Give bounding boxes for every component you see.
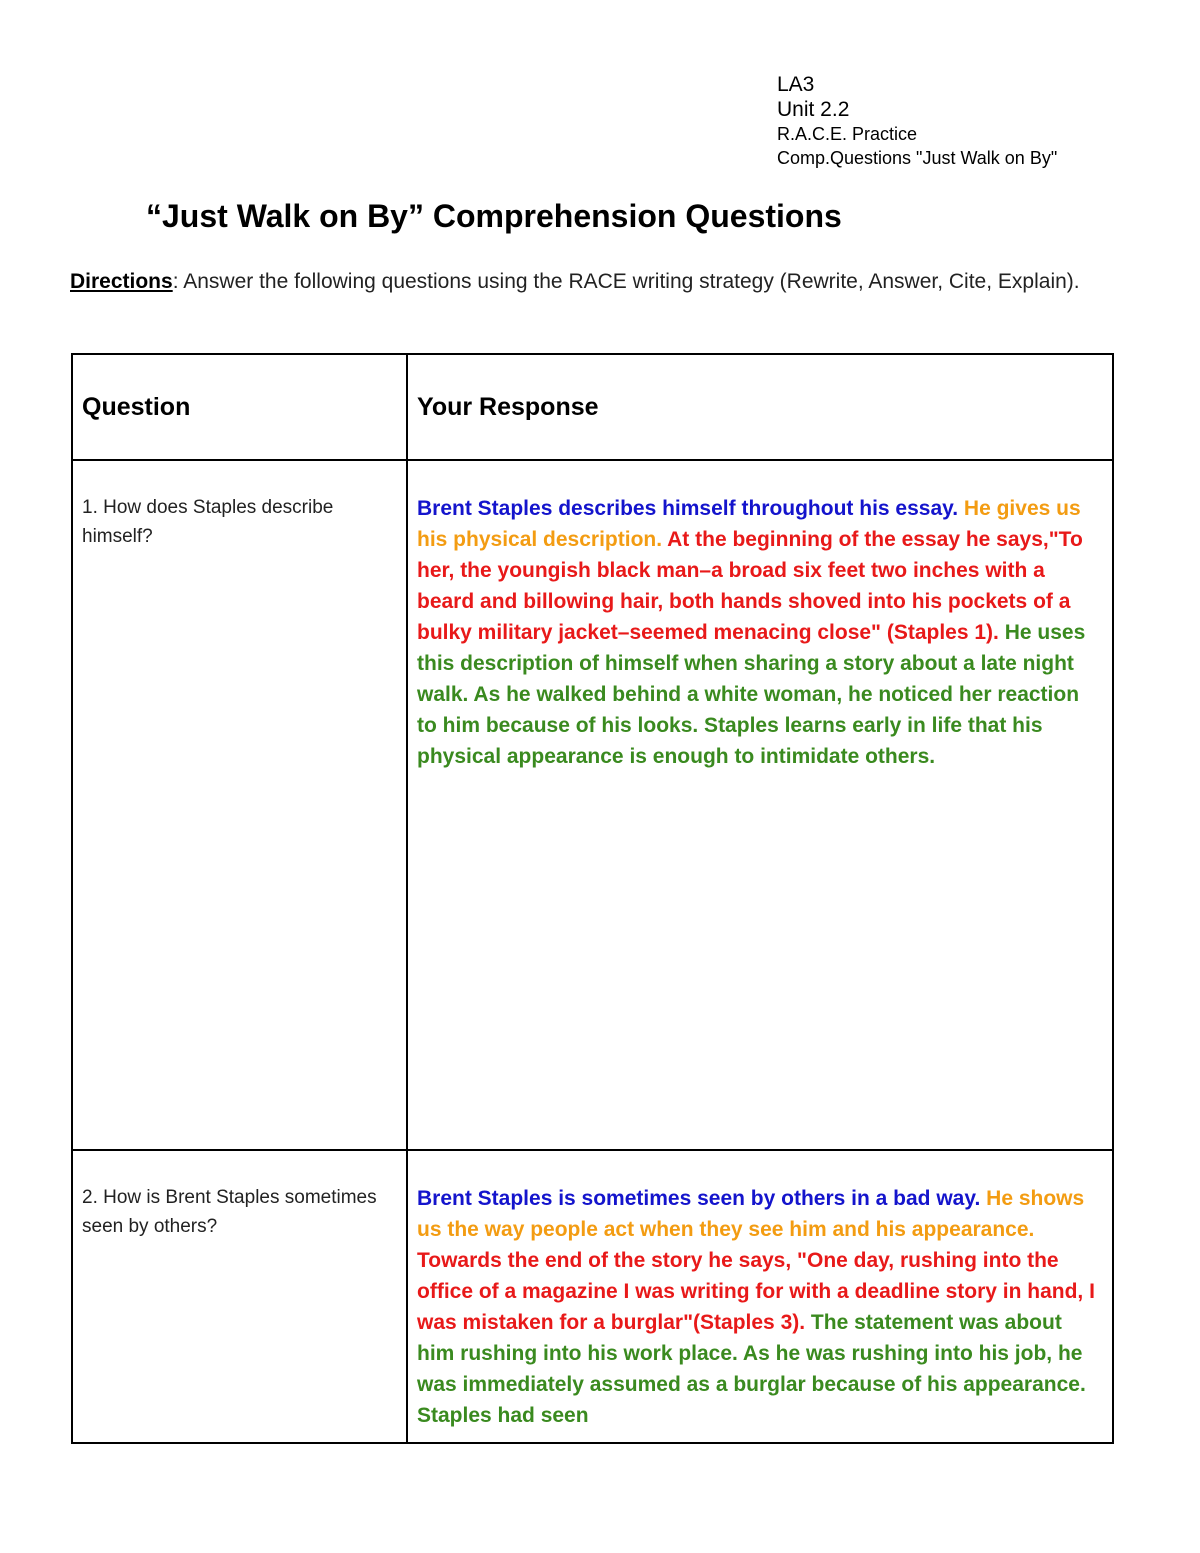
question-column-header: Question [72,354,407,460]
question-cell [72,1150,407,1443]
directions-label: Directions [70,270,173,293]
course-label: LA3 [777,73,815,96]
response-cell [407,460,1113,1150]
directions-paragraph [70,266,1130,298]
table-row [72,1150,1113,1443]
questions-table [71,353,1114,1444]
document-header [777,72,1057,170]
question-cell [72,460,407,1150]
explain-segment: The statement was about him rushing into his work place. As he was rushing into his job, he was immediately assumed as a burglar because of his appearance. Staples had seen [417,1311,1086,1427]
assignment-label: Comp.Questions "Just Walk on By" [777,147,1058,168]
explain-segment: He uses this description of himself when sharing a story about a late night walk. As he walked behind a white woman, he noticed her reaction to him because of his looks. Staples learns early in life that his physical appearance is enough to intimidate others. [417,621,1086,768]
directions-text: : Answer the following questions using the RACE writing strategy (Rewrite, Answer, Cite, Explain). [172,270,1080,293]
page-title: “Just Walk on By” Comprehension Questions [146,198,842,234]
cite-segment: At the beginning of the essay he says,"To her, the youngish black man–a broad six feet two inches with a beard and billowing hair, both hands shoved into his pockets of a bulky military jacket–seemed menacing close" (Staples 1). [417,528,1083,644]
rewrite-segment: Brent Staples describes himself throughout his essay. [417,497,959,520]
table-row [72,460,1113,1150]
response-column-header: Your Response [407,354,1113,460]
response-text [408,1151,1112,1431]
activity-label: R.A.C.E. Practice [777,124,918,145]
table-header-row [72,354,1113,460]
question-text: 2. How is Brent Staples sometimes seen by others? [82,1187,377,1237]
rewrite-segment: Brent Staples is sometimes seen by others in a bad way. [417,1187,981,1210]
answer-segment: He shows us the way people act when they see him and his appearance. [417,1187,1085,1241]
question-text: 1. How does Staples describe himself? [82,497,334,547]
response-cell [407,1150,1113,1443]
response-text [408,461,1112,772]
answer-segment: He gives us his physical description. [417,497,1081,551]
unit-label: Unit 2.2 [777,98,850,122]
cite-segment: Towards the end of the story he says, "One day, rushing into the office of a magazine I was writing for with a deadline story in hand, I was mistaken for a burglar"(Staples 3). [417,1249,1095,1334]
